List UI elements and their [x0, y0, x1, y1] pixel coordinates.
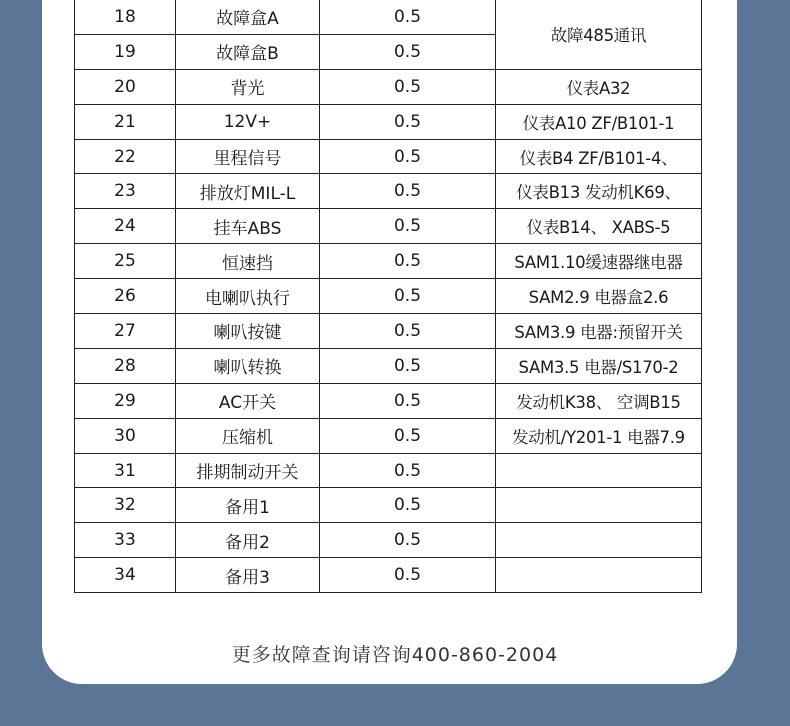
- wire-size: 0.5: [320, 0, 496, 34]
- contact-footer: 更多故障查询请咨询400-860-2004: [231, 644, 559, 666]
- table-row: [75, 523, 702, 558]
- table-row: [75, 69, 702, 104]
- wire-size: 0.5: [320, 69, 496, 104]
- pin-description: 仪表A32: [496, 69, 702, 104]
- pin-number: 33: [75, 523, 176, 558]
- pin-number: 22: [75, 139, 176, 174]
- pin-description: 仪表B14、 XABS-5: [496, 209, 702, 244]
- wire-size: 0.5: [320, 244, 496, 279]
- pin-number: 28: [75, 348, 176, 383]
- wire-size: 0.5: [320, 104, 496, 139]
- pin-number: 29: [75, 383, 176, 418]
- pin-name: 备用2: [176, 523, 320, 558]
- pin-number: 26: [75, 279, 176, 314]
- wire-size: 0.5: [320, 34, 496, 69]
- pin-name: 故障盒B: [176, 34, 320, 69]
- wire-size: 0.5: [320, 139, 496, 174]
- pin-number: 23: [75, 174, 176, 209]
- pin-number: 31: [75, 453, 176, 488]
- wire-size: 0.5: [320, 418, 496, 453]
- table-row: [75, 244, 702, 279]
- pin-name: 压缩机: [176, 418, 320, 453]
- table-row: [75, 314, 702, 349]
- pin-description: 发动机K38、 空调B15: [496, 383, 702, 418]
- pin-number: 19: [75, 34, 176, 69]
- table-row: [75, 418, 702, 453]
- pin-table: [74, 0, 702, 593]
- pin-description: SAM3.5 电器/S170-2: [496, 348, 702, 383]
- pin-name: 排放灯MIL-L: [176, 174, 320, 209]
- pin-number: 27: [75, 314, 176, 349]
- wire-size: 0.5: [320, 383, 496, 418]
- pin-description: [496, 558, 702, 593]
- wire-size: 0.5: [320, 209, 496, 244]
- pin-description: SAM2.9 电器盒2.6: [496, 279, 702, 314]
- table-row: [75, 558, 702, 593]
- pin-number: 34: [75, 558, 176, 593]
- pin-name: 备用3: [176, 558, 320, 593]
- pin-name: 恒速挡: [176, 244, 320, 279]
- pin-description: 故障485通讯: [496, 0, 702, 69]
- pin-description: 仪表B4 ZF/B101-4、: [496, 139, 702, 174]
- pin-name: 12V+: [176, 104, 320, 139]
- pin-description: [496, 523, 702, 558]
- table-row: [75, 279, 702, 314]
- wire-size: 0.5: [320, 453, 496, 488]
- table-row: [75, 0, 702, 34]
- pin-number: 30: [75, 418, 176, 453]
- pin-name: 备用1: [176, 488, 320, 523]
- wire-size: 0.5: [320, 488, 496, 523]
- pin-number: 18: [75, 0, 176, 34]
- table-row: [75, 383, 702, 418]
- table-row: [75, 348, 702, 383]
- pin-number: 21: [75, 104, 176, 139]
- wire-size: 0.5: [320, 558, 496, 593]
- pin-number: 24: [75, 209, 176, 244]
- pin-description: SAM3.9 电器:预留开关: [496, 314, 702, 349]
- pin-name: 排期制动开关: [176, 453, 320, 488]
- pin-number: 32: [75, 488, 176, 523]
- wire-size: 0.5: [320, 314, 496, 349]
- pin-name: 挂车ABS: [176, 209, 320, 244]
- pin-name: 喇叭转换: [176, 348, 320, 383]
- pin-description: 仪表A10 ZF/B101-1: [496, 104, 702, 139]
- table-row: [75, 453, 702, 488]
- pin-description: SAM1.10缓速器继电器: [496, 244, 702, 279]
- pin-number: 25: [75, 244, 176, 279]
- pin-name: 背光: [176, 69, 320, 104]
- pin-description: [496, 488, 702, 523]
- pin-description: 发动机/Y201-1 电器7.9: [496, 418, 702, 453]
- wire-size: 0.5: [320, 348, 496, 383]
- pin-name: 喇叭按键: [176, 314, 320, 349]
- pin-description: [496, 453, 702, 488]
- pin-name: 里程信号: [176, 139, 320, 174]
- pin-number: 20: [75, 69, 176, 104]
- pin-table-body: [75, 0, 702, 593]
- wire-size: 0.5: [320, 523, 496, 558]
- pin-description: 仪表B13 发动机K69、: [496, 174, 702, 209]
- table-row: [75, 139, 702, 174]
- table-row: [75, 104, 702, 139]
- pin-name: 电喇叭执行: [176, 279, 320, 314]
- table-row: [75, 488, 702, 523]
- pin-name: AC开关: [176, 383, 320, 418]
- wire-size: 0.5: [320, 279, 496, 314]
- table-row: [75, 209, 702, 244]
- table-row: [75, 174, 702, 209]
- pin-name: 故障盒A: [176, 0, 320, 34]
- wire-size: 0.5: [320, 174, 496, 209]
